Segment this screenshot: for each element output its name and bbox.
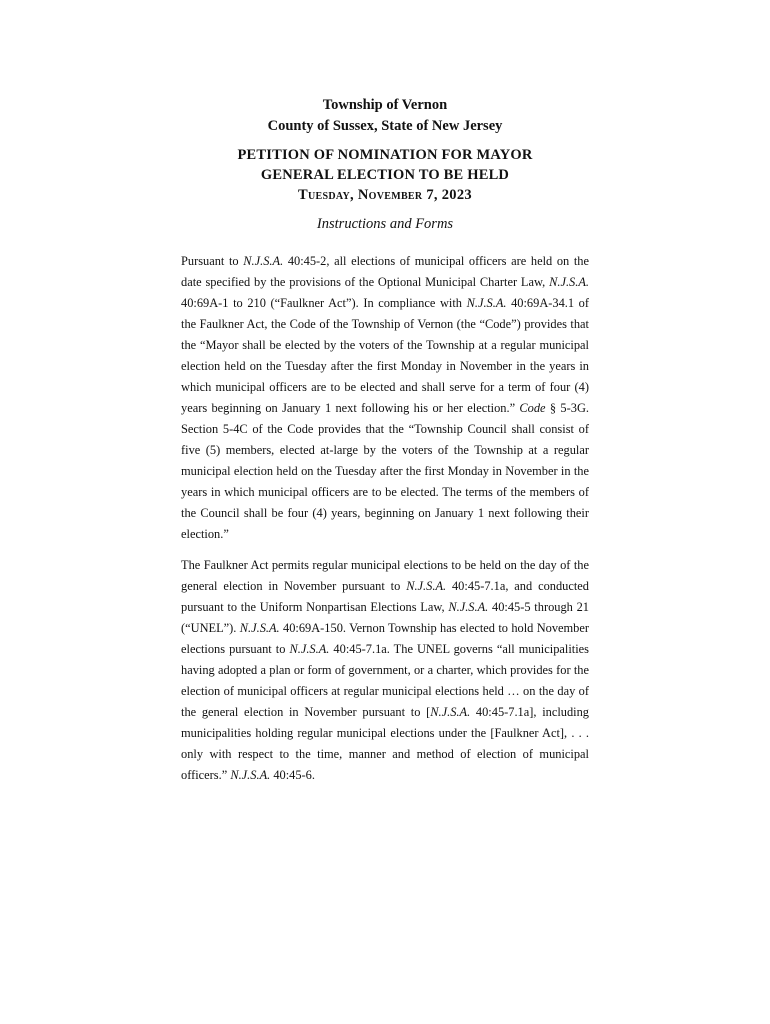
text-run: 40:69A-150. Vernon Township has elected to hold November elections pursuant to [181, 621, 589, 656]
body-paragraph-2 [181, 555, 589, 786]
text-run: The Faulkner Act permits regular municipal elections to be held on the day of the general election in November pursuant to [181, 558, 589, 593]
county-state-line: County of Sussex, State of New Jersey [267, 118, 503, 134]
text-run: § 5-3G. Section 5-4C of the Code provides that the “Township Council shall consist of five (5) members, elected at-large by the voters of the Township at a regular municipal election held on the Tuesday after the first Monday in November in the years in which municipal officers are to be elected. The terms of the members of the Council shall be four (4) years, beginning on January 1 next following their election.” [181, 401, 589, 541]
instructions-subtitle: Instructions and Forms [316, 216, 454, 232]
text-run: 40:45-5 through 21 (“UNEL”). [181, 600, 589, 635]
body-paragraph-1 [181, 251, 589, 545]
citation-italic: N.J.S.A. [230, 768, 271, 782]
citation-italic: Code [519, 401, 546, 415]
election-date: Tuesday, November 7, 2023 [298, 187, 472, 203]
text-run: 40:45-7.1a. The UNEL governs “all municipalities having adopted a plan or form of government, or a charter, which provides for the election of municipal officers at regular municipal elections held … on the day of the general election in November pursuant to [ [181, 642, 589, 719]
text-run: 40:45-7.1a], including municipalities holding regular municipal elections under the [Faulkner Act], . . . only with respect to the time, manner and method of election of municipal officers.” [181, 705, 590, 782]
township-name: Township of Vernon [322, 97, 448, 113]
citation-italic: N.J.S.A. [243, 254, 284, 268]
citation-italic: N.J.S.A. [430, 705, 471, 719]
citation-italic: N.J.S.A. [239, 621, 280, 635]
text-run: 40:69A-1 to 210 (“Faulkner Act”). In compliance with [181, 296, 467, 310]
citation-italic: N.J.S.A. [448, 600, 489, 614]
citation-italic: N.J.S.A. [406, 579, 447, 593]
text-run: 40:45-7.1a, and conducted pursuant to the Uniform Nonpartisan Elections Law, [181, 579, 589, 614]
citation-italic: N.J.S.A. [466, 296, 507, 310]
petition-title-line1: PETITION OF NOMINATION FOR MAYOR [237, 147, 533, 163]
text-run: Pursuant to [181, 254, 244, 268]
citation-italic: N.J.S.A. [289, 642, 330, 656]
petition-title-line2: GENERAL ELECTION TO BE HELD [260, 167, 510, 183]
text-run: 40:45-6. [270, 768, 315, 782]
citation-italic: N.J.S.A. [549, 275, 589, 289]
text-run: 40:45-2, all elections of municipal officers are held on the date specified by the provisions of the Optional Municipal Charter Law, [181, 254, 590, 289]
text-run: 40:69A-34.1 of the Faulkner Act, the Code of the Township of Vernon (the “Code”) provides that the “Mayor shall be elected by the voters of the Township at a regular municipal election held on the Tuesday after the first Monday in November in the years in which municipal officers are to be elected and shall serve for a term of four (4) years beginning on January 1 next following his or her election.” [181, 296, 590, 415]
